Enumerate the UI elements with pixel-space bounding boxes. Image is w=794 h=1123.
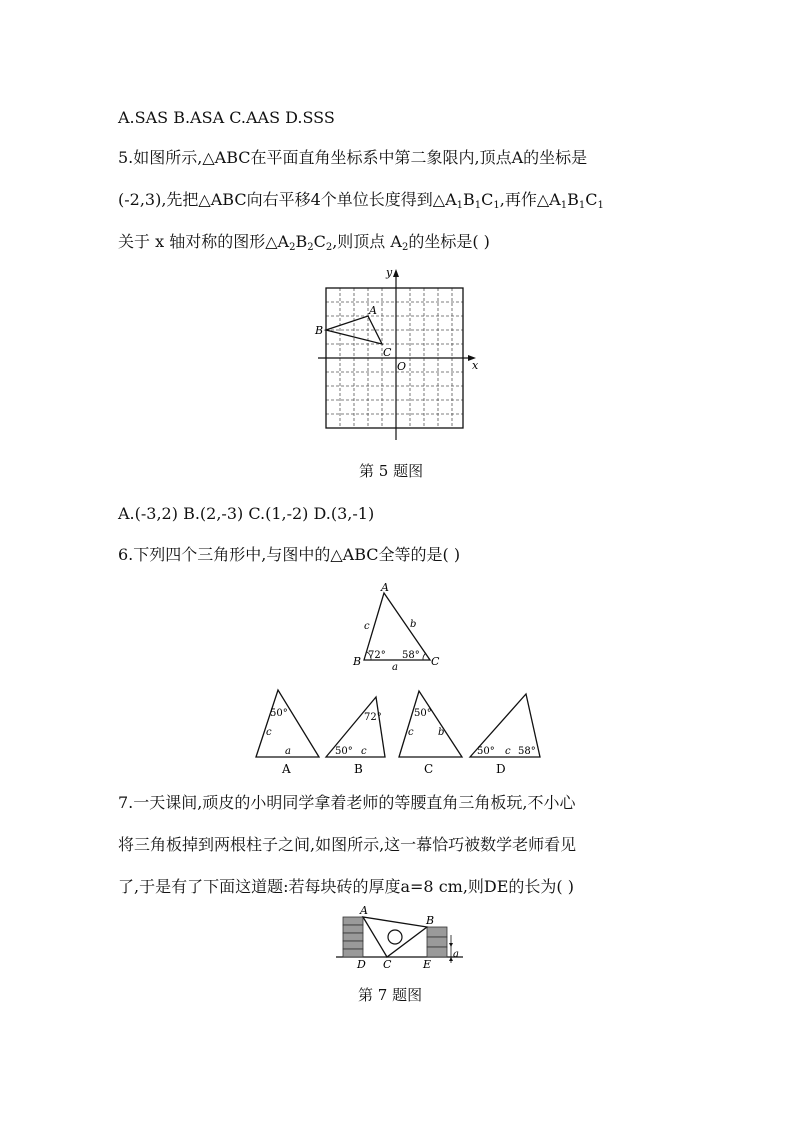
- triangle-ruler: [363, 917, 427, 957]
- q5-label-a: A: [369, 304, 377, 317]
- q5-options: A.(-3,2) B.(2,-3) C.(1,-2) D.(3,-1): [118, 504, 375, 523]
- left-brick-column: [343, 917, 363, 957]
- q7-line2: 将三角板掉到两根柱子之间,如图所示,这一幕恰巧被数学老师看见: [118, 835, 577, 854]
- q6-choice-d-side: c: [505, 746, 511, 757]
- q6-choice-c-side2: b: [438, 727, 445, 738]
- q7-label-e: E: [423, 958, 432, 971]
- q7-label-b-vertex: B: [426, 914, 435, 927]
- q5-line2: (-2,3),先把△ABC向右平移4个单位长度得到$\triangle A_1B_1C_1$,再作$\triangle A_1B_1C_1$: [118, 190, 604, 211]
- q6-choice-c-letter: C: [424, 762, 434, 776]
- q6-main-side-c: c: [364, 621, 370, 632]
- q6-choice-a-angle: 50°: [270, 708, 288, 719]
- q7-line3: 了,于是有了下面这道题:若每块砖的厚度a=8 cm,则DE的长为( ): [118, 877, 574, 896]
- q6-choice-d-letter: D: [496, 762, 506, 776]
- right-brick-column: [427, 927, 447, 957]
- measure-arrow-up-icon: [449, 943, 453, 947]
- q6-choice-a-side2: a: [285, 746, 291, 757]
- q4-options: A.SAS B.ASA C.AAS D.SSS: [118, 108, 335, 127]
- q6-main-side-a: a: [392, 662, 398, 673]
- q7-label-brick-thickness: a: [453, 949, 459, 960]
- q6-choice-b-angle-top: 72°: [364, 712, 382, 723]
- q6-choice-a-side1: c: [266, 727, 272, 738]
- q7-line1: 7.一天课间,顽皮的小明同学拿着老师的等腰直角三角板玩,不小心: [118, 793, 576, 812]
- q5-label-origin: O: [397, 360, 407, 373]
- q7-caption: 第 7 题图: [358, 986, 423, 1004]
- q7-label-c-vertex: C: [383, 958, 392, 971]
- q6-main-side-b: b: [410, 619, 417, 630]
- q5-label-b: B: [315, 324, 324, 337]
- q6-main-angle-c: 58°: [402, 650, 420, 661]
- q6-choice-b-angle-left: 50°: [335, 746, 353, 757]
- q6-choice-d-angle-right: 58°: [518, 746, 536, 757]
- q6-choice-c-side1: c: [408, 727, 414, 738]
- q6-choice-b-side: c: [361, 746, 367, 757]
- q5-label-c: C: [383, 346, 392, 359]
- q6-main-label-c-vertex: C: [431, 655, 440, 668]
- q6-main-label-b-vertex: B: [353, 655, 362, 668]
- q6-main-label-a-vertex: A: [381, 581, 389, 594]
- q6-choice-d-angle-left: 50°: [477, 746, 495, 757]
- q5-label-y: y: [386, 266, 393, 279]
- q5-line3: 关于 x 轴对称的图形$\triangle A_2B_2C_2$,则顶点 $A_2$的坐标是( ): [118, 232, 490, 253]
- q5-label-x: x: [472, 359, 479, 372]
- q6-choice-a-letter: A: [282, 762, 291, 776]
- q7-label-a-vertex: A: [360, 904, 368, 917]
- q7-label-d: D: [357, 958, 366, 971]
- q6-choice-b-letter: B: [354, 762, 363, 776]
- q6-choice-c-angle: 50°: [414, 708, 432, 719]
- q6-main-angle-b: 72°: [368, 650, 386, 661]
- q5-caption: 第 5 题图: [359, 462, 424, 480]
- q6-stem: 6.下列四个三角形中,与图中的△ABC全等的是( ): [118, 545, 461, 564]
- q5-line1: 5.如图所示,△ABC在平面直角坐标系中第二象限内,顶点A的坐标是: [118, 148, 588, 167]
